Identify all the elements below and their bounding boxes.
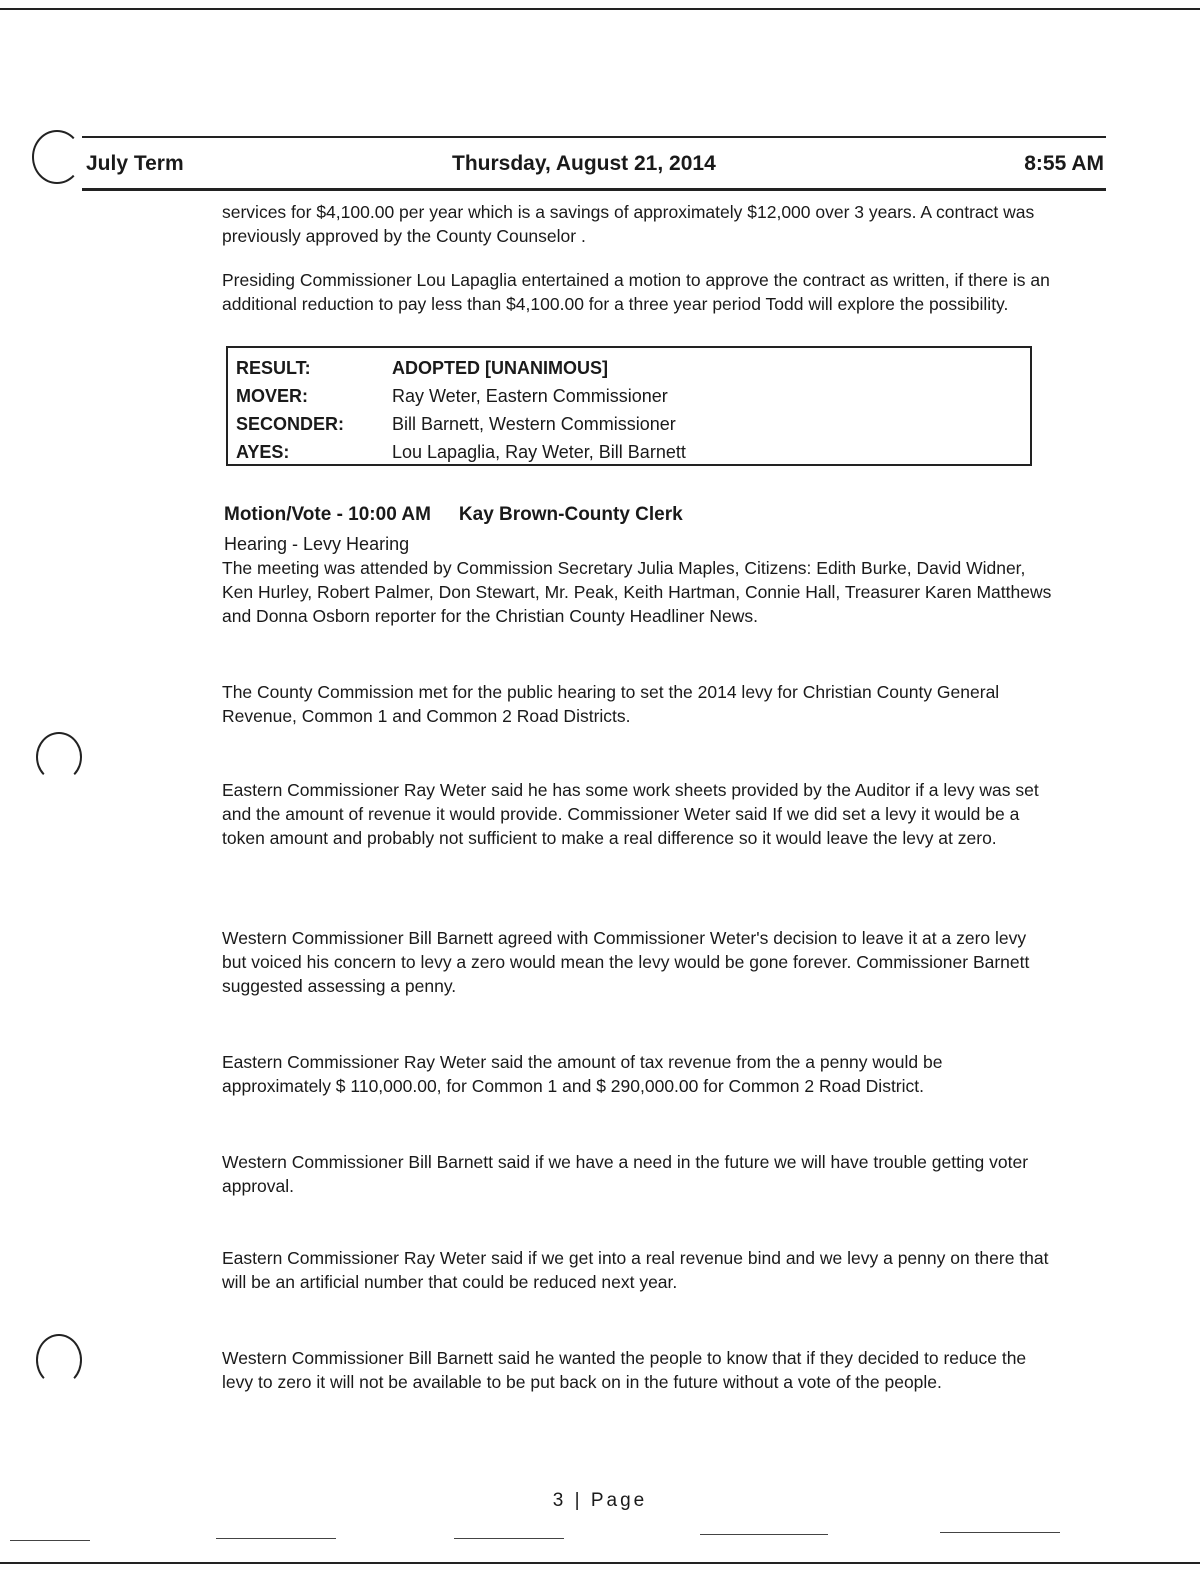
motion-presenter: Kay Brown-County Clerk: [458, 504, 683, 525]
paragraph-attendance: The meeting was attended by Commission Secretary Julia Maples, Citizens: Edith Burke, David Widner, Ken Hurley, Robert Palmer, Don Stewart, Mr. Peak, Keith Hartman, Connie Hall, Treasurer Karen Matthews and Donna Osborn reporter for the Christian County Headliner News.: [222, 558, 1052, 626]
mover-label: MOVER:: [236, 386, 308, 406]
paragraph-hearing-purpose: The County Commission met for the public hearing to set the 2014 levy for Christian County General Revenue, Common 1 and Common 2 Road Districts.: [222, 682, 1000, 726]
header-rule-bottom: [82, 188, 1106, 191]
header-rule-top: [82, 136, 1106, 138]
scan-artifact: [940, 1532, 1060, 1533]
vote-result-box: [226, 346, 1032, 466]
paragraph-barnett-penny: Western Commissioner Bill Barnett agreed with Commissioner Weter's decision to leave it at a zero levy but voiced his concern to levy a zero would mean the levy would be gone forever. Commissioner Barnett suggested assessing a penny.: [222, 928, 1030, 996]
mover-value: Ray Weter, Eastern Commissioner: [392, 386, 668, 406]
ayes-label: AYES:: [236, 442, 290, 462]
paragraph-weter-bind: Eastern Commissioner Ray Weter said if we get into a real revenue bind and we levy a penny on there that will be an artificial number that could be reduced next year.: [222, 1248, 1049, 1292]
hearing-title: Hearing - Levy Hearing: [224, 534, 410, 554]
meeting-date: Thursday, August 21, 2014: [452, 152, 716, 175]
ayes-value: Lou Lapaglia, Ray Weter, Bill Barnett: [392, 442, 686, 462]
hole-punch-mark: [32, 130, 82, 184]
page-number: 3 | Page: [552, 1490, 648, 1511]
result-label: RESULT:: [236, 358, 311, 378]
term-label: July Term: [86, 152, 184, 175]
result-value: ADOPTED [UNANIMOUS]: [392, 358, 608, 378]
intro-paragraph-2: Presiding Commissioner Lou Lapaglia entertained a motion to approve the contract as written, if there is an additional reduction to pay less than $4,100.00 for a three year period Todd will explore the possibility.: [222, 270, 1050, 314]
scan-artifact: [454, 1538, 564, 1539]
scan-artifact: [216, 1538, 336, 1539]
hole-punch-mark: [36, 1334, 82, 1386]
motion-label: Motion/Vote - 10:00 AM: [224, 504, 431, 525]
seconder-label: SECONDER:: [236, 414, 345, 434]
seconder-value: Bill Barnett, Western Commissioner: [392, 414, 676, 434]
scan-artifact: [10, 1540, 90, 1541]
scan-bottom-edge: [0, 1562, 1200, 1564]
paragraph-barnett-voter: Western Commissioner Bill Barnett said if we have a need in the future we will have trouble getting voter approval.: [222, 1152, 1029, 1196]
scan-artifact: [700, 1534, 828, 1535]
paragraph-weter-worksheets: Eastern Commissioner Ray Weter said he has some work sheets provided by the Auditor if a levy was set and the amount of revenue it would provide. Commissioner Weter said If we did set a levy it would be a token amount and probably not sufficient to make a real difference so it would leave the levy at zero.: [222, 780, 1039, 848]
scan-top-edge: [0, 8, 1200, 10]
motion-heading: [224, 504, 683, 526]
intro-paragraph-1: services for $4,100.00 per year which is a savings of approximately $12,000 over 3 years. A contract was previously approved by the County Counselor .: [222, 202, 1035, 246]
hole-punch-mark: [36, 732, 82, 782]
paragraph-weter-revenue: Eastern Commissioner Ray Weter said the amount of tax revenue from the a penny would be approximately $ 110,000.00, for Common 1 and $ 290,000.00 for Common 2 Road District.: [222, 1052, 943, 1096]
paragraph-barnett-vote: Western Commissioner Bill Barnett said he wanted the people to know that if they decided to reduce the levy to zero it will not be available to be put back on in the future without a vote of the people.: [222, 1348, 1027, 1392]
meeting-time: 8:55 AM: [1024, 152, 1104, 175]
